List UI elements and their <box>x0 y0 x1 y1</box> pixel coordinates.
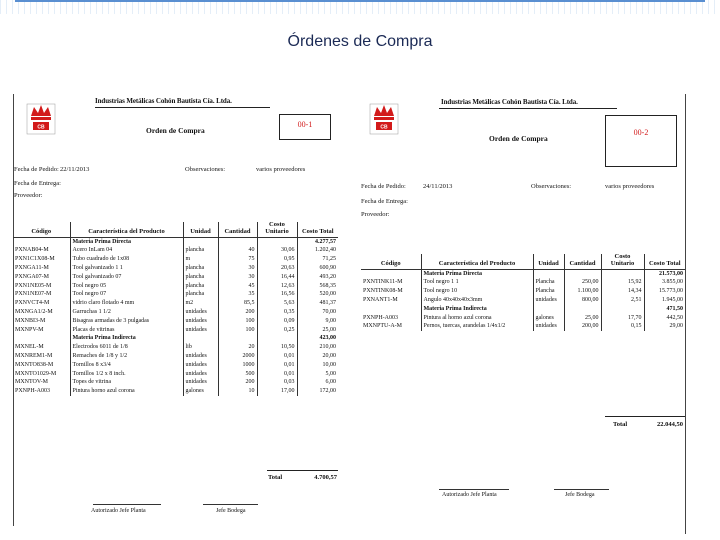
cell-costo-unitario: 0,01 <box>257 352 297 361</box>
cell-unidad: unidades <box>183 370 218 379</box>
table-row <box>13 378 338 387</box>
purchase-order-document-2 <box>359 94 686 534</box>
cell-costo-unitario: 2,51 <box>601 296 644 305</box>
order-number: 00-2 <box>633 128 649 137</box>
col-unidad: Unidad <box>533 254 564 269</box>
empty-cell <box>13 237 70 246</box>
order-number-box <box>279 114 331 140</box>
cell-costo-total: 442,50 <box>644 314 685 323</box>
company-name: Industrias Metálicas Cohón Bautista Cía. Ltda. <box>441 98 578 106</box>
fecha-pedido-label: Fecha de Pedido: <box>361 183 406 190</box>
empty-cell <box>218 334 257 343</box>
col-costo-unitario: Costo Unitario <box>601 254 644 269</box>
cell-codigo: PXNANT1-M <box>363 297 398 304</box>
section-label: Materia Prima Indirecta <box>70 334 183 343</box>
empty-cell <box>183 237 218 246</box>
items-body <box>361 269 685 331</box>
table-row <box>13 290 338 299</box>
cell-costo-total: 25,00 <box>297 326 338 335</box>
fecha-pedido-label: Fecha de Pedido: <box>14 166 59 173</box>
cell-costo-total: 481,37 <box>297 299 338 308</box>
cell-unidad: unidades <box>183 308 218 317</box>
cell-codigo: PXNGA11-M <box>15 265 49 272</box>
cell-cantidad: 200 <box>218 378 257 387</box>
cell-codigo: PXN1C1X08-M <box>15 256 55 263</box>
observaciones-value: varios proveedores <box>605 183 655 190</box>
signature-line-planta <box>93 504 161 505</box>
cell-cantidad: 45 <box>218 282 257 291</box>
total-rule <box>605 416 685 417</box>
cell-costo-unitario: 0,25 <box>257 326 297 335</box>
cell-cantidad: 200 <box>218 308 257 317</box>
cell-unidad: plancha <box>183 246 218 255</box>
cell-unidad: m2 <box>183 299 218 308</box>
cell-costo-total: 71,25 <box>297 255 338 264</box>
cell-caracteristica: Topes de vitrina <box>70 378 183 387</box>
cell-costo-total: 9,00 <box>297 317 338 326</box>
proveedor-label: Proveedor: <box>361 211 390 218</box>
table-row <box>13 361 338 370</box>
cell-codigo: PXNTINK08-M <box>363 288 403 295</box>
cell-caracteristica: Tool negro 05 <box>70 282 183 291</box>
cell-cantidad: 20 <box>218 343 257 352</box>
col-costo-total: Costo Total <box>644 254 685 269</box>
cell-unidad: Plancha <box>533 287 564 296</box>
cell-cantidad: 85,5 <box>218 299 257 308</box>
total-value: 22.044,50 <box>657 421 683 428</box>
table-row <box>13 326 338 335</box>
cell-costo-unitario: 15,92 <box>601 278 644 287</box>
table-row <box>13 343 338 352</box>
table-row <box>13 282 338 291</box>
cell-codigo: MXNGA1/2-M <box>15 309 53 315</box>
section-header-row <box>361 269 685 278</box>
cell-codigo: MXNTO1029-M <box>15 370 57 377</box>
cell-caracteristica: Placas de vitrinas <box>70 326 183 335</box>
fecha-entrega-label: Fecha de Entrega: <box>361 198 408 205</box>
cell-costo-unitario: 14,34 <box>601 287 644 296</box>
cell-cantidad: 100 <box>218 317 257 326</box>
cell-cantidad: 1000 <box>218 361 257 370</box>
cell-caracteristica: Garruchas 1 1/2 <box>70 308 183 317</box>
col-codigo: Código <box>13 222 70 237</box>
cell-costo-total: 3.855,00 <box>644 278 685 287</box>
table-row <box>13 273 338 282</box>
cell-costo-total: 20,00 <box>297 352 338 361</box>
cell-codigo: PXNPH-A003 <box>15 388 51 395</box>
empty-cell <box>533 305 564 314</box>
cell-cantidad: 800,00 <box>564 296 601 305</box>
order-number-box <box>605 115 677 167</box>
cell-caracteristica: Electrodos 6011 de 1/8 <box>70 343 183 352</box>
top-decoration <box>0 0 720 14</box>
table-row <box>13 308 338 317</box>
cell-costo-unitario: 17,00 <box>257 387 297 396</box>
col-caracteristica: Característica del Producto <box>421 254 533 269</box>
cell-costo-unitario: 0,09 <box>257 317 297 326</box>
table-row <box>361 287 685 296</box>
fecha-pedido-value: 22/11/2013 <box>60 166 90 173</box>
col-costo-unitario: Costo Unitario <box>257 222 297 237</box>
total-label: Total <box>613 421 628 428</box>
cell-codigo: PXNVCT4-M <box>15 300 50 307</box>
cell-caracteristica: Angulo 40x40x40x3mm <box>421 296 533 305</box>
cell-codigo: PXNAB04-M <box>15 247 49 254</box>
cell-costo-unitario: 17,70 <box>601 314 644 323</box>
cell-costo-total: 210,00 <box>297 343 338 352</box>
cell-unidad: plancha <box>183 290 218 299</box>
cell-unidad: unidades <box>183 361 218 370</box>
cell-caracteristica: Tornillos 1/2 x 8 inch. <box>70 370 183 379</box>
cell-cantidad: 10 <box>218 387 257 396</box>
cell-cantidad: 2000 <box>218 352 257 361</box>
cell-caracteristica: Tool galvanizado 07 <box>70 273 183 282</box>
cell-costo-total: 1.945,00 <box>644 296 685 305</box>
empty-cell <box>533 269 564 278</box>
cell-cantidad: 25,00 <box>564 314 601 323</box>
cell-cantidad: 1.100,00 <box>564 287 601 296</box>
total-value: 4.700,57 <box>314 474 337 481</box>
cell-cantidad: 30 <box>218 264 257 273</box>
cell-costo-total: 5,00 <box>297 370 338 379</box>
cell-caracteristica: Remaches de 1/8 y 1/2 <box>70 352 183 361</box>
table-row <box>13 264 338 273</box>
empty-cell <box>564 269 601 278</box>
table-row <box>13 246 338 255</box>
cell-costo-total: 70,00 <box>297 308 338 317</box>
order-label: Orden de Compra <box>146 126 205 135</box>
cell-cantidad: 40 <box>218 246 257 255</box>
table-row <box>361 314 685 323</box>
section-header-row <box>13 334 338 343</box>
cell-codigo: PXNTINK11-M <box>363 279 403 286</box>
cell-costo-total: 1.202,40 <box>297 246 338 255</box>
cell-codigo: MXNPV-M <box>15 326 44 333</box>
cell-codigo: MXNTOV-M <box>15 379 49 386</box>
cell-caracteristica: Tool negro 1 1 <box>421 278 533 287</box>
total-label: Total <box>268 474 283 481</box>
empty-cell <box>218 237 257 246</box>
table-row <box>361 278 685 287</box>
signature-planta: Autorizado Jefe Planta <box>442 492 497 498</box>
section-label: Materia Prima Directa <box>70 237 183 246</box>
header-rule <box>439 108 617 109</box>
cell-codigo: PXN1NE07-M <box>15 291 52 298</box>
cell-costo-total: 10,00 <box>297 361 338 370</box>
cell-cantidad: 250,00 <box>564 278 601 287</box>
cell-caracteristica: Pintura horno azul corona <box>70 387 183 396</box>
section-header-row <box>361 305 685 314</box>
empty-cell <box>257 237 297 246</box>
document-border <box>685 94 686 534</box>
col-codigo: Código <box>361 254 421 269</box>
cell-codigo: PXN1NE05-M <box>15 282 52 289</box>
cell-costo-total: 6,00 <box>297 378 338 387</box>
signature-bodega: Jefe Bodega <box>216 508 246 514</box>
cell-unidad: m <box>183 255 218 264</box>
table-row <box>13 299 338 308</box>
empty-cell <box>564 305 601 314</box>
empty-cell <box>601 305 644 314</box>
signature-line-bodega <box>554 489 609 490</box>
cell-unidad: Plancha <box>533 278 564 287</box>
cell-unidad: plancha <box>183 264 218 273</box>
cell-codigo: MXNBI3-M <box>15 317 46 324</box>
section-total: 4.277,57 <box>297 237 338 246</box>
items-table <box>361 254 685 331</box>
table-row <box>13 352 338 361</box>
cell-caracteristica: Tornillos 8 x3/4 <box>70 361 183 370</box>
cell-costo-unitario: 0,01 <box>257 361 297 370</box>
table-row <box>13 255 338 264</box>
cell-cantidad: 100 <box>218 326 257 335</box>
cell-caracteristica: Tool galvanizado 1 1 <box>70 264 183 273</box>
empty-cell <box>257 334 297 343</box>
table-row <box>361 296 685 305</box>
crown-logo-icon <box>369 102 399 136</box>
section-label: Materia Prima Indirecta <box>421 305 533 314</box>
cell-costo-unitario: 5,63 <box>257 299 297 308</box>
cell-codigo: PXNGA07-M <box>15 273 50 280</box>
cell-costo-total: 29,00 <box>644 322 685 331</box>
cell-unidad: unidades <box>183 326 218 335</box>
table-row <box>13 370 338 379</box>
table-row <box>13 317 338 326</box>
observaciones-value: varios proveedores <box>256 166 306 173</box>
cell-caracteristica: Bisagras armadas de 3 pulgadas <box>70 317 183 326</box>
header-rule <box>95 107 270 108</box>
cell-unidad: plancha <box>183 273 218 282</box>
cell-costo-unitario: 0,15 <box>601 322 644 331</box>
cell-costo-total: 15.773,00 <box>644 287 685 296</box>
cell-costo-total: 493,20 <box>297 273 338 282</box>
cell-codigo: MXNTO838-M <box>15 361 54 368</box>
cell-costo-total: 520,00 <box>297 290 338 299</box>
proveedor-label: Proveedor: <box>14 192 43 199</box>
cell-costo-total: 600,90 <box>297 264 338 273</box>
cell-caracteristica: Pernos, tuercas, arandelas 1/4x1/2 <box>421 322 533 331</box>
cell-caracteristica: Acero InLam 04 <box>70 246 183 255</box>
cell-costo-unitario: 0,35 <box>257 308 297 317</box>
cell-costo-unitario: 0,01 <box>257 370 297 379</box>
purchase-order-document-1 <box>13 94 338 526</box>
company-name: Industrias Metálicas Cohón Bautista Cía. Ltda. <box>95 97 232 105</box>
cell-costo-unitario: 10,50 <box>257 343 297 352</box>
observaciones-label: Observaciones: <box>185 166 226 173</box>
col-costo-total: Costo Total <box>297 222 338 237</box>
items-body <box>13 237 338 396</box>
total-rule <box>267 470 338 471</box>
items-table <box>13 222 338 396</box>
cell-unidad: plancha <box>183 282 218 291</box>
section-label: Materia Prima Directa <box>421 269 533 278</box>
order-number: 00-1 <box>297 120 313 129</box>
empty-cell <box>361 269 421 278</box>
cell-unidad: unidades <box>533 322 564 331</box>
top-accent-line <box>15 0 705 2</box>
cell-cantidad: 35 <box>218 290 257 299</box>
section-header-row <box>13 237 338 246</box>
cell-unidad: unidades <box>533 296 564 305</box>
cell-costo-unitario: 12,63 <box>257 282 297 291</box>
cell-costo-unitario: 20,63 <box>257 264 297 273</box>
section-total: 21.573,00 <box>644 269 685 278</box>
cell-costo-unitario: 30,06 <box>257 246 297 255</box>
section-total: 423,00 <box>297 334 338 343</box>
cell-codigo: MXNREM1-M <box>15 352 53 359</box>
cell-caracteristica: Tubo cuadrado de 1x08 <box>70 255 183 264</box>
cell-unidad: unidades <box>183 352 218 361</box>
col-caracteristica: Característica del Producto <box>70 222 183 237</box>
signature-line-planta <box>439 489 509 490</box>
signature-planta: Autorizado Jefe Planta <box>91 508 146 514</box>
col-unidad: Unidad <box>183 222 218 237</box>
fecha-entrega-label: Fecha de Entrega: <box>14 180 61 187</box>
cell-costo-unitario: 0,03 <box>257 378 297 387</box>
cell-costo-unitario: 0,95 <box>257 255 297 264</box>
cell-caracteristica: Tool negro 07 <box>70 290 183 299</box>
section-total: 471,50 <box>644 305 685 314</box>
fecha-pedido-value: 24/11/2013 <box>423 183 453 190</box>
empty-cell <box>361 305 421 314</box>
cell-caracteristica: Tool negro 10 <box>421 287 533 296</box>
cell-codigo: MXNPTU-A-M <box>363 323 402 330</box>
order-label: Orden de Compra <box>489 134 548 143</box>
cell-caracteristica: Pintura al horno azul corona <box>421 314 533 323</box>
cell-unidad: lib <box>183 343 218 352</box>
cell-cantidad: 30 <box>218 273 257 282</box>
observaciones-label: Observaciones: <box>531 183 572 190</box>
slide-title: Órdenes de Compra <box>287 33 433 50</box>
cell-costo-unitario: 16,44 <box>257 273 297 282</box>
cell-codigo: PXNPH-A003 <box>363 314 399 321</box>
empty-cell <box>601 269 644 278</box>
table-row <box>361 322 685 331</box>
cell-cantidad: 500 <box>218 370 257 379</box>
cell-unidad: unidades <box>183 317 218 326</box>
cell-codigo: MXNEL-M <box>15 344 44 351</box>
cell-unidad: galones <box>183 387 218 396</box>
signature-line-bodega <box>203 504 258 505</box>
col-cantidad: Cantidad <box>218 222 257 237</box>
cell-costo-unitario: 16,56 <box>257 290 297 299</box>
table-row <box>13 387 338 396</box>
cell-costo-total: 172,00 <box>297 387 338 396</box>
crown-logo-icon <box>26 102 56 136</box>
svg-text:CB: CB <box>37 124 45 131</box>
cell-unidad: unidades <box>183 378 218 387</box>
cell-cantidad: 200,00 <box>564 322 601 331</box>
cell-caracteristica: vidrio claro flotado 4 mm <box>70 299 183 308</box>
svg-text:CB: CB <box>380 124 388 131</box>
cell-unidad: galones <box>533 314 564 323</box>
col-cantidad: Cantidad <box>564 254 601 269</box>
signature-bodega: Jefe Bodega <box>565 492 595 498</box>
empty-cell <box>13 334 70 343</box>
empty-cell <box>183 334 218 343</box>
cell-costo-total: 568,35 <box>297 282 338 291</box>
cell-cantidad: 75 <box>218 255 257 264</box>
